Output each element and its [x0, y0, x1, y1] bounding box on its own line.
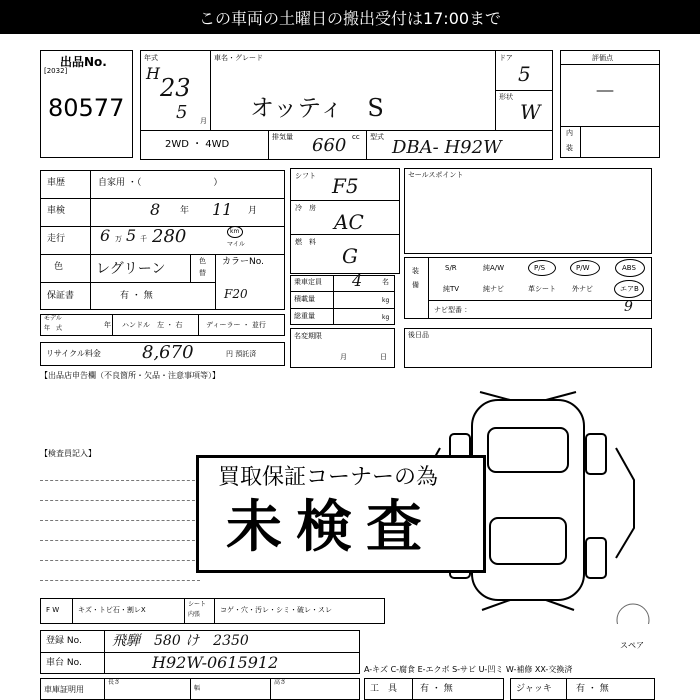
damage-legend: A-キズ C-腐食 E-エクボ S-サビ U-凹ミ W-補修 XX-交換済 — [364, 665, 573, 674]
jack-label: ジャッキ — [516, 684, 552, 694]
ac-label: 冷 房 — [295, 204, 316, 212]
inspection-month-unit: 月 — [248, 206, 258, 216]
seat-label-2: 内張 — [188, 611, 201, 618]
later-items-box — [404, 328, 652, 368]
garage-length: 長さ — [108, 679, 121, 686]
capacity-unit: 名 — [382, 278, 389, 286]
mileage-label: 走行 — [47, 234, 66, 244]
gross-label: 総重量 — [294, 312, 315, 320]
ac-value: AC — [334, 210, 364, 234]
color-value: レグリーン — [96, 261, 166, 277]
equip-aw: 純A/W — [483, 264, 505, 272]
score-value: － — [594, 80, 617, 105]
lot-number: 80577 — [48, 94, 125, 122]
year-label: 年式 — [144, 54, 158, 62]
stamp-line-1: 買取保証コーナーの為 — [218, 465, 439, 490]
lot-sub-number: [2032] — [44, 67, 68, 75]
inspector-label: 【検査員記入】 — [40, 449, 96, 458]
registration-label: 登録 No. — [46, 636, 82, 646]
history-value: 自家用 ・（ ） — [98, 178, 223, 188]
equip-tv: 純TV — [443, 285, 460, 293]
recycle-value: 8,670 — [142, 342, 194, 363]
fuel-value: G — [342, 244, 358, 268]
equip-navi: 純ナビ — [483, 285, 504, 293]
spare-label: スペア — [620, 641, 644, 650]
year-month-unit: 月 — [200, 117, 207, 125]
handle-value: ハンドル 左 ・ 右 — [122, 321, 183, 329]
navi-model-value: 9 — [624, 299, 633, 315]
load-label: 積載量 — [294, 295, 315, 303]
equip-sr: S/R — [445, 264, 457, 272]
jack-value: 有 ・ 無 — [576, 684, 609, 694]
sales-point-box — [404, 168, 652, 254]
shape-label: 形状 — [499, 93, 513, 101]
seat-label: シート — [188, 601, 207, 608]
color-label: 色 — [54, 262, 64, 272]
inspection-year: 8 — [150, 200, 161, 219]
model-value: DBA- H92W — [392, 137, 502, 158]
mileage-mile: マイル — [227, 241, 245, 248]
interior-label-1: 内 — [566, 129, 573, 137]
shift-value: F5 — [332, 174, 359, 198]
car-name-value: オッティ S — [250, 94, 384, 122]
chassis-value: H92W-0615912 — [152, 653, 279, 672]
equip-ext-navi: 外ナビ — [572, 285, 593, 293]
equip-abs: ABS — [622, 264, 636, 272]
mileage-man-unit: 万 — [115, 235, 122, 243]
stamp-line-2: 未検査 — [226, 495, 436, 560]
registration-value: 飛騨 580 け 2350 — [112, 633, 249, 649]
recycle-unit: 円 預託済 — [226, 350, 257, 358]
drive-type: 2WD ・ 4WD — [165, 139, 230, 150]
displacement-value: 660 — [312, 135, 347, 156]
fw-items: キズ・トビ石・割レX — [78, 606, 146, 614]
tools-value: 有 ・ 無 — [420, 684, 453, 694]
name-change-month: 月 — [340, 353, 347, 361]
name-change-day: 日 — [380, 353, 387, 361]
gross-unit: kg — [382, 314, 390, 321]
model-year-unit: 年 — [104, 321, 111, 329]
tools-label: 工 具 — [370, 684, 398, 694]
mileage-rest: 280 — [152, 226, 187, 247]
equipment-side-label-2: 備 — [412, 281, 419, 289]
equip-ps: P/S — [534, 264, 546, 272]
later-items-label: 後日品 — [408, 331, 429, 339]
recycle-label: リサイクル料金 — [46, 349, 101, 358]
equipment-side-label-1: 装 — [412, 267, 419, 275]
inspection-label: 車検 — [47, 206, 66, 216]
capacity-label: 乗車定員 — [294, 278, 322, 286]
fuel-label: 燃 料 — [295, 238, 316, 246]
pickup-notice-text: この車両の土曜日の搬出受付は17:00まで — [198, 8, 502, 28]
seller-notes-label: 【出品店申告欄（不良箇所・欠品・注意事項等）】 — [40, 371, 220, 380]
doors-label: ドア — [499, 54, 513, 62]
equip-pw: P/W — [576, 264, 590, 272]
car-name-label: 車名・グレード — [214, 54, 263, 62]
inspection-month: 11 — [212, 200, 233, 219]
model-label: 型式 — [370, 133, 384, 141]
shape-value: W — [520, 100, 541, 124]
navi-model-label: ナビ型番 ： — [434, 306, 472, 314]
chassis-label: 車台 No. — [46, 658, 82, 668]
displacement-label: 排気量 — [272, 133, 293, 141]
year-value: 23 — [160, 74, 191, 102]
color-no-value: F20 — [224, 287, 248, 301]
year-month: 5 — [176, 102, 188, 123]
mileage-sen-value: 5 — [126, 226, 137, 245]
displacement-unit: cc — [352, 133, 360, 141]
history-label: 車歴 — [47, 178, 66, 188]
mileage-km: km — [230, 228, 240, 235]
shift-label: シフト — [295, 172, 316, 180]
warranty-value: 有 ・ 無 — [120, 291, 153, 301]
seat-items: コゲ・穴・汚レ・シミ・破レ・スレ — [220, 606, 332, 614]
inspection-year-unit: 年 — [180, 206, 190, 216]
interior-label-2: 装 — [566, 144, 573, 152]
mileage-man: 6 — [100, 226, 111, 245]
garage-height: 高さ — [274, 679, 287, 686]
load-unit: kg — [382, 297, 390, 304]
color-change-label-2: 替 — [199, 269, 206, 277]
model-year-label-1: モデル — [44, 315, 62, 322]
color-change-label-1: 色 — [199, 257, 206, 265]
color-no-label: カラーNo. — [222, 257, 264, 267]
sales-point-label: セールスポイント — [408, 171, 464, 179]
mileage-sen-unit: 千 — [140, 235, 147, 243]
year-era: H — [146, 64, 160, 83]
doors-value: 5 — [518, 62, 531, 86]
capacity-value: 4 — [352, 271, 363, 290]
score-label: 評価点 — [592, 54, 613, 62]
pickup-notice-banner — [0, 0, 700, 34]
dealer-value: ディーラー ・ 並行 — [206, 321, 266, 329]
lot-number-label: 出品No. — [60, 55, 107, 69]
garage-width: 幅 — [194, 685, 201, 692]
equip-airbag: エアB — [620, 285, 639, 293]
warranty-label: 保証書 — [47, 291, 75, 301]
name-change-label: 名変期限 — [294, 332, 322, 340]
fw-label: F W — [46, 606, 60, 614]
model-year-label-2: 年 式 — [44, 325, 63, 332]
garage-label: 車庫証明用 — [44, 685, 84, 694]
equip-leather: 革シート — [528, 285, 556, 293]
